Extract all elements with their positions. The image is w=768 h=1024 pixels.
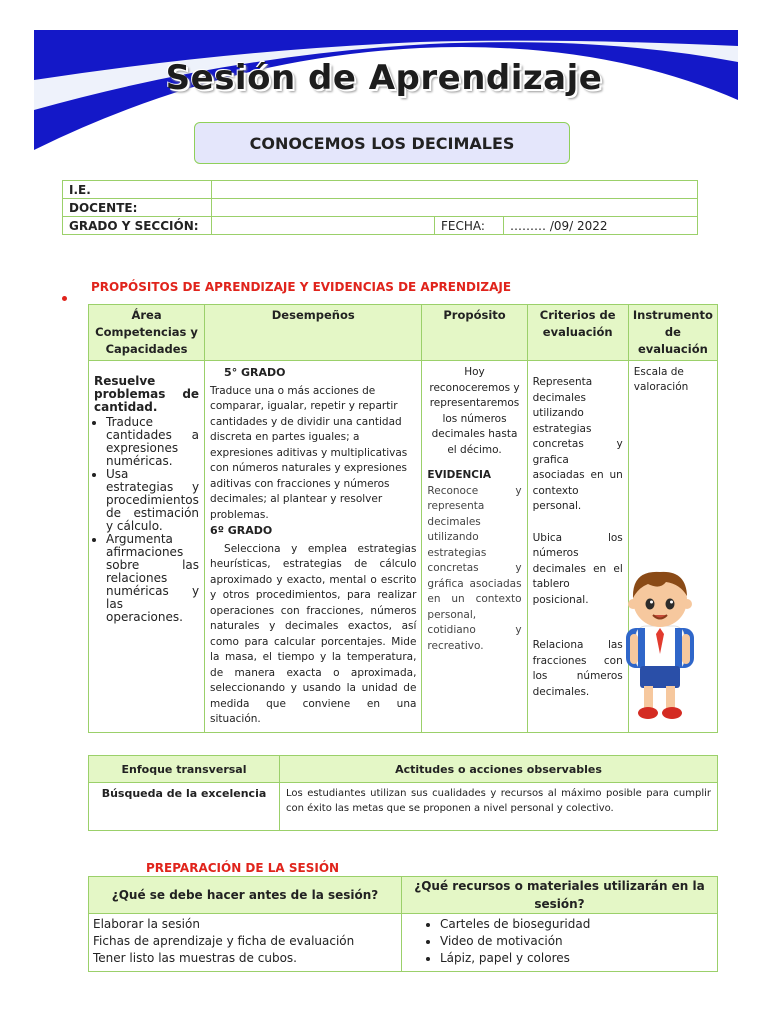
criterio-item: Relaciona las fracciones con los números decimales. bbox=[532, 639, 623, 698]
section2-heading: PREPARACIÓN DE LA SESIÓN bbox=[146, 861, 340, 875]
criterio-item: Ubica los números decimales en el tablero posicional. bbox=[532, 531, 623, 606]
enfoque-text: Los estudiantes utilizan sus cualidades y recursos al máximo posible para cumplir con éxito las metas que se proponen a nivel personal y colectivo. bbox=[280, 783, 718, 831]
section1-heading: PROPÓSITOS DE APRENDIZAJE Y EVIDENCIAS DE APRENDIZAJE bbox=[91, 280, 512, 294]
col-desempenos: Desempeños bbox=[205, 305, 422, 361]
info-row-grado bbox=[63, 217, 698, 235]
before-item: Elaborar la sesión bbox=[93, 917, 200, 931]
capacidad-item: • Traduce cantidades a expresiones numéricas. bbox=[106, 416, 199, 468]
ie-label: I.E. bbox=[63, 181, 212, 199]
proposito-text: Hoy reconoceremos y representaremos los números decimales hasta el décimo. bbox=[429, 366, 520, 456]
enfoque-header-row bbox=[89, 756, 718, 783]
preparation-header-row bbox=[89, 877, 718, 914]
evidencia-text: Reconoce y representa decimales utilizando estrategias concretas y gráfica asociadas en un contexto personal, cotidiano y recreativo. bbox=[427, 484, 522, 652]
col-area: Área Competencias y Capacidades bbox=[89, 305, 205, 361]
col-enfoque: Enfoque transversal bbox=[89, 756, 280, 783]
fecha-value: ……… /09/ 2022 bbox=[504, 217, 698, 235]
before-cell bbox=[89, 914, 402, 972]
resource-item: • Lápiz, papel y colores bbox=[440, 950, 713, 967]
col-resources: ¿Qué recursos o materiales utilizarán en la sesión? bbox=[402, 877, 718, 914]
col-proposito: Propósito bbox=[422, 305, 527, 361]
criterios-cell bbox=[527, 361, 628, 733]
instrumento-text: Escala de valoración bbox=[633, 366, 689, 393]
competencia-cell bbox=[89, 361, 205, 733]
grado-value bbox=[212, 217, 435, 235]
col-before: ¿Qué se debe hacer antes de la sesión? bbox=[89, 877, 402, 914]
grade6-label: 6º GRADO bbox=[210, 524, 273, 537]
resources-cell bbox=[402, 914, 718, 972]
docente-value bbox=[212, 199, 698, 217]
col-instrumento: Instrumento de evaluación bbox=[628, 305, 717, 361]
info-table bbox=[62, 180, 698, 235]
criterio-item: Representa decimales utilizando estrategias concretas y grafica asociadas en un contexto personal. bbox=[532, 376, 623, 512]
grado-label: GRADO Y SECCIÓN: bbox=[63, 217, 212, 235]
info-row-docente bbox=[63, 199, 698, 217]
col-criterios: Criterios de evaluación bbox=[527, 305, 628, 361]
enfoque-table bbox=[88, 755, 718, 831]
section1-bullet bbox=[62, 286, 67, 305]
capacidad-item: • Usa estrategias y procedimientos de estimación y cálculo. bbox=[106, 468, 199, 533]
purposes-header-row bbox=[89, 305, 718, 361]
grade5-label: 5° GRADO bbox=[224, 366, 286, 379]
grade6-text: Selecciona y emplea estrategias heurísticas, estrategias de cálculo aproximado y exacto, mental o escrito y otros procedimientos, para realizar operaciones con fracciones, números naturales y decimales exactos, así como para calcular porcentajes. Mide la masa, el tiempo y la temperatura, de manera exacta o aproximada, seleccionando y usando la unidad de medida que conviene en una situación. bbox=[210, 542, 417, 725]
capacidad-item: • Argumenta afirmaciones sobre las relaciones numéricas y las operaciones. bbox=[106, 533, 199, 624]
evidencia-label: EVIDENCIA bbox=[427, 469, 492, 481]
competencia-title: Resuelve problemas de cantidad. bbox=[94, 374, 200, 414]
ie-value bbox=[212, 181, 698, 199]
enfoque-name: Búsqueda de la excelencia bbox=[89, 783, 280, 831]
resource-item: • Video de motivación bbox=[440, 933, 713, 950]
resources-list bbox=[406, 916, 713, 967]
docente-label: DOCENTE: bbox=[63, 199, 212, 217]
student-boy-illustration bbox=[620, 562, 700, 722]
grade5-text: Traduce una o más acciones de comparar, igualar, repetir y repartir cantidades y de dividir una cantidad discreta en partes iguales; a expresiones aditivas y multiplicativas con números naturales y expresiones aditivas con fracciones y números decimales; al plantear y resolver problemas. bbox=[210, 384, 408, 521]
enfoque-body-row bbox=[89, 783, 718, 831]
col-actitudes: Actitudes o acciones observables bbox=[280, 756, 718, 783]
capacidades-list bbox=[94, 416, 199, 624]
page-title: Sesión de Aprendizaje bbox=[165, 58, 603, 98]
before-item: Fichas de aprendizaje y ficha de evaluación bbox=[93, 934, 355, 948]
preparation-table bbox=[88, 876, 718, 972]
session-subtitle: CONOCEMOS LOS DECIMALES bbox=[194, 122, 570, 164]
proposito-cell bbox=[422, 361, 527, 733]
desempenos-cell bbox=[205, 361, 422, 733]
resource-item: • Carteles de bioseguridad bbox=[440, 916, 713, 933]
preparation-body-row bbox=[89, 914, 718, 972]
info-row-ie bbox=[63, 181, 698, 199]
fecha-label: FECHA: bbox=[435, 217, 504, 235]
before-item: Tener listo las muestras de cubos. bbox=[93, 951, 297, 965]
